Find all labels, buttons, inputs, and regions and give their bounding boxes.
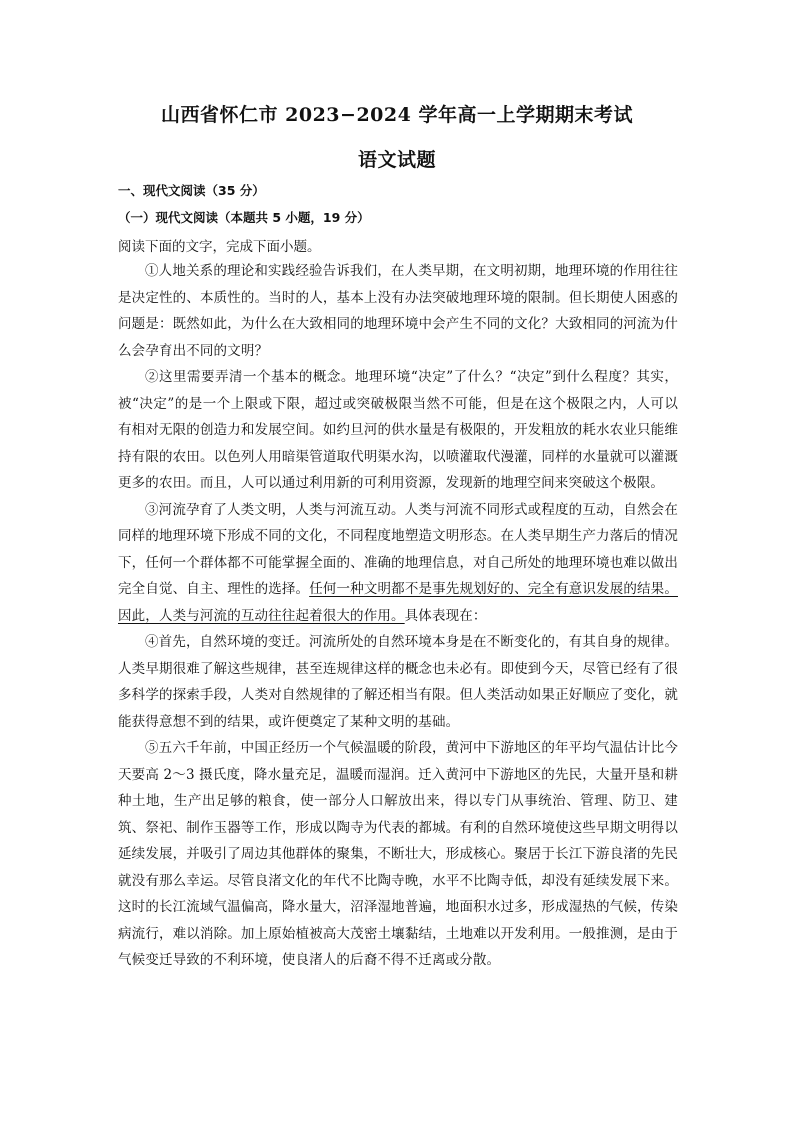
paragraph-3-text: ③河流孕育了人类文明，人类与河流互动。人类与河流不同形式或程度的互动，自然会在同样的地理环境下形成不同的文化，不同程度地塑造文明形态。在人类早期生产力落后的情况下，任何一个群体都不可能掌握全面的、准确的地理信息，对自己所处的地理环境也难以做出完全自觉、自主、理性的选择。 bbox=[118, 501, 678, 597]
passage bbox=[118, 258, 678, 974]
paragraph-5: ⑤五六千年前，中国正经历一个气候温暖的阶段，黄河中下游地区的年平均气温估计比今天要高 2～3 摄氏度，降水量充足，温暖而湿润。迁入黄河中下游地区的先民，大量开垦和耕种土地，生产出足够的粮食，使一部分人口解放出来，得以专门从事统治、管理、防卫、建筑、祭祀、制作玉器等工作，形成以陶寺为代表的都城。有利的自然环境使这些早期文明得以延续发展，并吸引了周边其他群体的聚集，不断壮大，形成核心。聚居于长江下游良渚的先民就没有那么幸运。尽管良渚文化的年代不比陶寺晚，水平不比陶寺低，却没有延续发展下来。这时的长江流域气温偏高，降水量大，沼泽湿地普遍，地面积水过多，形成湿热的气候，传染病流行，难以消除。加上原始植被高大茂密土壤黏结，土地难以开发利用。一般推测，是由于气候变迁导致的不利环境，使良渚人的后裔不得不迁离或分散。 bbox=[118, 740, 678, 968]
subsection-heading: （一）现代文阅读（本题共 5 小题，19 分） bbox=[118, 210, 370, 225]
exam-subtitle: 语文试题 bbox=[357, 149, 436, 171]
paragraph-1: ①人地关系的理论和实践经验告诉我们，在人类早期，在文明初期，地理环境的作用往往是决定性的、本质性的。当时的人，基本上没有办法突破地理环境的限制。但长期使人困惑的问题是：既然如此，为什么在大致相同的地理环境中会产生不同的文化？大致相同的河流为什么会孕育出不同的文明？ bbox=[118, 263, 678, 359]
underlined-sentence: 任何一种文明都不是事先规划好的、完全有意识发展的结果。因此，人类与河流的互动往往起着很大的作用。 bbox=[118, 581, 678, 624]
exam-title: 山西省怀仁市 2023−2024 学年高一上学期期末考试 bbox=[161, 104, 633, 126]
paragraph-3-tail: 具体表现在： bbox=[404, 607, 487, 624]
reading-instruction: 阅读下面的文字，完成下面小题。 bbox=[118, 239, 321, 255]
paragraph-3 bbox=[118, 497, 678, 630]
paragraph-4: ④首先，自然环境的变迁。河流所处的自然环境本身是在不断变化的，有其自身的规律。人类早期很难了解这些规律，甚至连规律这样的概念也未必有。即使到今天，尽管已经有了很多科学的探索手段，人类对自然规律的了解还相当有限。但人类活动如果正好顺应了变化，就能获得意想不到的结果，或许便奠定了某种文明的基础。 bbox=[118, 634, 678, 730]
section-heading: 一、现代文阅读（35 分） bbox=[118, 183, 265, 198]
paragraph-2: ②这里需要弄清一个基本的概念。地理环境“决定”了什么？“决定”到什么程度？其实，被“决定”的是一个上限或下限，超过或突破极限当然不可能，但是在这个极限之内，人可以有相对无限的创造力和发展空间。如约旦河的供水量是有极限的，开发粗放的耗水农业只能维持有限的农田。以色列人用暗渠管道取代明渠水沟，以喷灌取代漫灌，同样的水量就可以灌溉更多的农田。而且，人可以通过利用新的可利用资源，发现新的地理空间来突破这个极限。 bbox=[118, 369, 678, 491]
